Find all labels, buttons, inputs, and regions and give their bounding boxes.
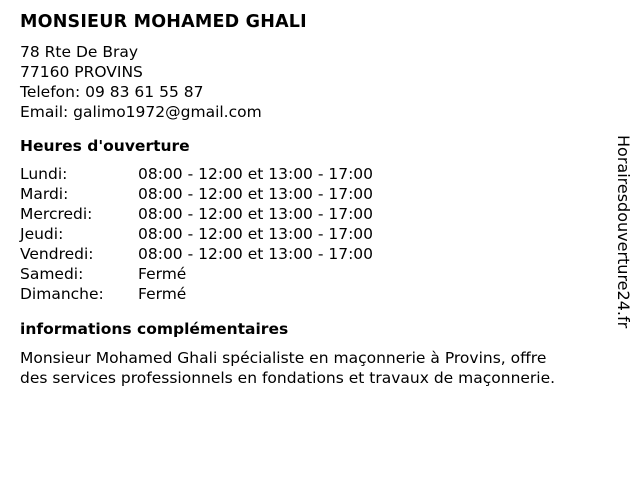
- hours-row-sunday: [20, 284, 610, 304]
- address-city: 77160 PROVINS: [20, 63, 143, 81]
- hours-time-value: 08:00 - 12:00 et 13:00 - 17:00: [138, 165, 374, 183]
- hours-row-wednesday: [20, 204, 610, 224]
- phone-number: Telefon: 09 83 61 55 87: [20, 83, 204, 101]
- hours-day-label: Mercredi:: [20, 205, 93, 223]
- hours-day-label: Jeudi:: [20, 225, 64, 243]
- hours-day-label: Samedi:: [20, 265, 84, 283]
- hours-row-tuesday: [20, 184, 610, 204]
- description-line-1: Monsieur Mohamed Ghali spécialiste en maçonnerie à Provins, offre: [20, 349, 547, 367]
- hours-time-value: 08:00 - 12:00 et 13:00 - 17:00: [138, 185, 374, 203]
- business-card: [20, 10, 610, 388]
- contact-block: [20, 42, 610, 122]
- opening-hours-heading: Heures d'ouverture: [20, 137, 190, 155]
- hours-day-label: Vendredi:: [20, 245, 94, 263]
- address-street: 78 Rte De Bray: [20, 43, 139, 61]
- hours-day-label: Mardi:: [20, 185, 69, 203]
- opening-hours-table: [20, 164, 610, 304]
- additional-info-heading: informations complémentaires: [20, 320, 289, 338]
- business-description: [20, 348, 620, 388]
- hours-row-saturday: [20, 264, 610, 284]
- hours-time-value: 08:00 - 12:00 et 13:00 - 17:00: [138, 245, 374, 263]
- hours-row-thursday: [20, 224, 610, 244]
- business-name: MONSIEUR MOHAMED GHALI: [20, 12, 307, 32]
- hours-day-label: Lundi:: [20, 165, 68, 183]
- hours-time-value: Fermé: [138, 265, 187, 283]
- site-watermark: Horairesdouverture24.fr: [614, 135, 633, 329]
- description-line-2: des services professionnels en fondations et travaux de maçonnerie.: [20, 369, 556, 387]
- email-address: Email: galimo1972@gmail.com: [20, 103, 262, 121]
- hours-time-value: 08:00 - 12:00 et 13:00 - 17:00: [138, 225, 374, 243]
- hours-day-label: Dimanche:: [20, 285, 104, 303]
- hours-time-value: Fermé: [138, 285, 187, 303]
- hours-row-monday: [20, 164, 610, 184]
- hours-row-friday: [20, 244, 610, 264]
- hours-time-value: 08:00 - 12:00 et 13:00 - 17:00: [138, 205, 374, 223]
